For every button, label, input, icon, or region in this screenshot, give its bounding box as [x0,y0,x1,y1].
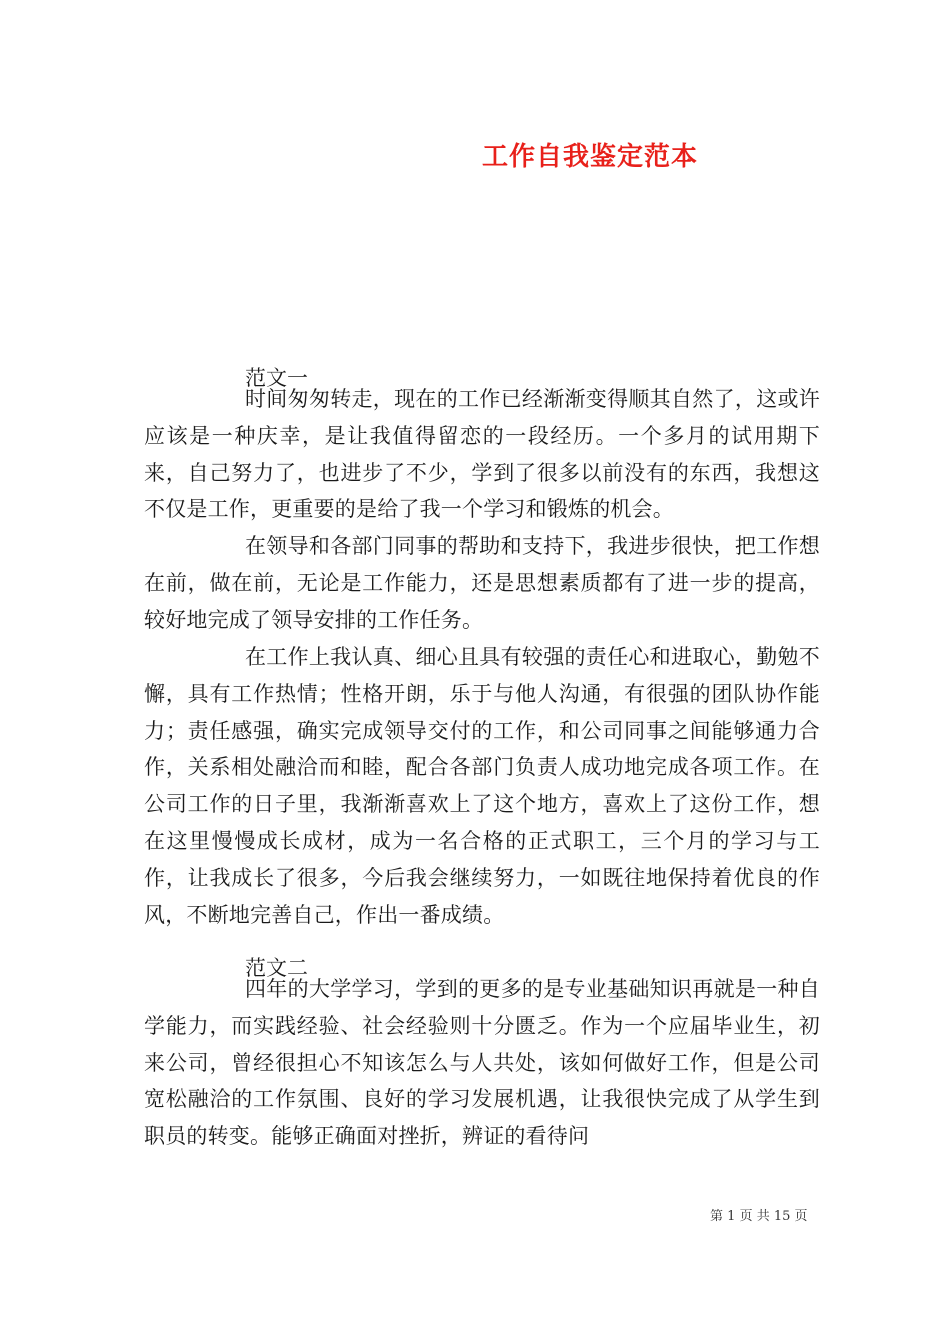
paragraph: 在领导和各部门同事的帮助和支持下，我进步很快，把工作想在前，做在前，无论是工作能力，还是思想素质都有了进一步的提高，较好地完成了领导安排的工作任务。 [144,534,820,632]
footer-total-pages: 15 [773,1209,791,1224]
footer-suffix: 页 [794,1209,808,1224]
paragraph: 四年的大学学习，学到的更多的是专业基础知识再就是一种自学能力，而实践经验、社会经验则十分匮乏。作为一个应届毕业生，初来公司，曾经很担心不知该怎么与人共处，该如何做好工作，但是公司宽松融洽的工作氛围、良好的学习发展机遇，让我很快完成了从学生到职员的转变。能够正确面对挫折，辨证的看待问 [144,977,820,1149]
paragraph: 时间匆匆转走，现在的工作已经渐渐变得顺其自然了，这或许应该是一种庆幸，是让我值得留恋的一段经历。一个多月的试用期下来，自己努力了，也进步了不少，学到了很多以前没有的东西，我想这不仅是工作，更重要的是给了我一个学习和锻炼的机会。 [144,387,820,522]
section-heading-1: 范文一 [245,366,308,390]
page-footer [710,1205,808,1224]
footer-middle: 页 共 [739,1209,770,1224]
page-title: 工作自我鉴定范本 [481,142,698,172]
footer-prefix: 第 [710,1209,724,1224]
paragraph: 在工作上我认真、细心且具有较强的责任心和进取心，勤勉不懈，具有工作热情；性格开朗，乐于与他人沟通，有很强的团队协作能力；责任感强，确实完成领导交付的工作，和公司同事之间能够通力合作，关系相处融洽而和睦，配合各部门负责人成功地完成各项工作。在公司工作的日子里，我渐渐喜欢上了这个地方，喜欢上了这份工作，想在这里慢慢成长成材，成为一名合格的正式职工，三个月的学习与工作，让我成长了很多，今后我会继续努力，一如既往地保持着优良的作风，不断地完善自己，作出一番成绩。 [144,645,820,927]
footer-current-page: 1 [727,1209,736,1224]
section-heading-2: 范文二 [245,956,308,980]
